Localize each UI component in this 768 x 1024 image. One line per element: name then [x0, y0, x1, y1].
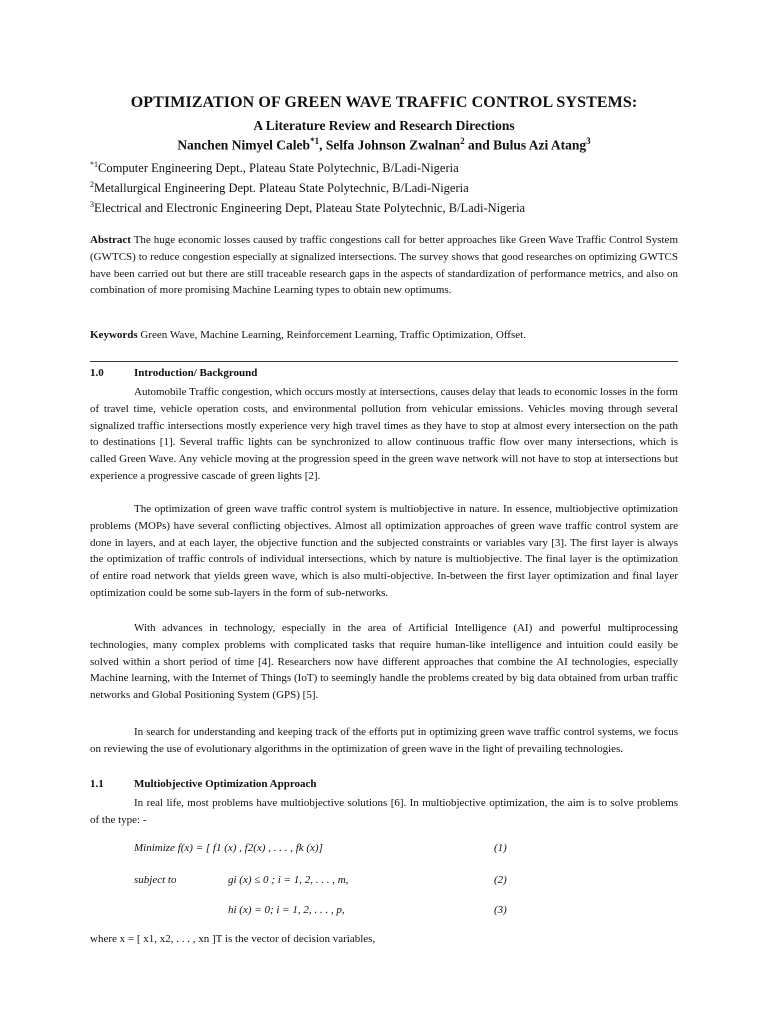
affiliation: $^{*1}$Computer Engineering Dept., Plateau State Polytechnic, B/Ladi-Nigeria — [90, 160, 459, 176]
subsection-heading: 1.1 Multiobjective Optimization Approach — [90, 778, 317, 790]
abstract-label: Abstract — [90, 234, 131, 246]
keywords-label: Keywords — [90, 329, 138, 341]
paper-title: OPTIMIZATION OF GREEN WAVE TRAFFIC CONTROL SYSTEMS: — [130, 94, 638, 111]
decision-variable-note: where x = [ x1, x2, . . . , xn ]T is the vector of decision variables, — [90, 933, 376, 945]
keywords-text: Green Wave, Machine Learning, Reinforcement Learning, Traffic Optimization, Offset. — [137, 329, 526, 341]
keywords — [90, 329, 678, 341]
equation-3: hi (x) = 0; i = 1, 2, . . . , p, — [228, 904, 345, 916]
body-paragraph: The optimization of green wave traffic control system is multiobjective in nature. In essence, multiobjective optimization problems (MOPs) have several conflicting objectives. Almost all optimization approaches of green wave traffic control system are done in layers, and at each layer, the objective function and the subjected constraints or variables vary [3]. The first layer is always the optimization of traffic controls of individual intersections, which by nature is multiobjective. The final layer is the optimization of entire road network that yields green wave, which is also multi-objective. In-between the first layer optimization and final layer optimization could be some sub-layers in the form of sub-networks. — [90, 503, 678, 599]
author-name: Bulus Azi Atang — [493, 137, 587, 153]
equation-2: gi (x) ≤ 0 ; i = 1, 2, . . . , m, — [228, 874, 349, 886]
equation-number: (3) — [494, 904, 507, 916]
body-paragraph: In search for understanding and keeping track of the efforts put in optimizing green wave traffic control systems, we focus on reviewing the use of evolutionary algorithms in the optimization of green wave in the light of prevailing technologies. — [90, 726, 678, 755]
section-heading: 1.0 Introduction/ Background — [90, 367, 258, 379]
body-paragraph: Automobile Traffic congestion, which occurs mostly at intersections, causes delay that leads to economic losses in the form of travel time, vehicle operation costs, and environmental pollution from vehicular emissions. Vehicles moving through several signalized traffic intersections mostly experience very high travel times as they have to stop at almost every intersection on the path to destinations [1]. Several traffic lights can be synchronized to allow continuous traffic flow over many intersections, which is called Green Wave. Any vehicle moving at the progression speed in the green wave network will not have to stop at intersections but experience a progressive cascade of green lights [2]. — [90, 386, 678, 482]
affiliation: $^2$Metallurgical Engineering Dept. Plateau State Polytechnic, B/Ladi-Nigeria — [90, 180, 469, 196]
equation-label: subject to — [134, 874, 177, 886]
equation-number: (1) — [494, 842, 507, 854]
author-mark: 2 — [460, 136, 465, 146]
author-mark: *1 — [310, 136, 320, 146]
section-divider — [90, 361, 678, 362]
paper-subtitle: A Literature Review and Research Directions — [253, 118, 515, 133]
author-mark: 3 — [586, 136, 591, 146]
abstract — [90, 232, 678, 299]
body-paragraph: In real life, most problems have multiobjective solutions [6]. In multiobjective optimization, the aim is to solve problems of the type: - — [90, 797, 678, 826]
equation-number: (2) — [494, 874, 507, 886]
equation-1: Minimize f(x) = [ f1 (x) , f2(x) , . . . , fk (x)] — [134, 842, 323, 854]
abstract-text: The huge economic losses caused by traffic congestions call for better approaches like Green Wave Traffic Control System (GWTCS) to reduce congestion especially at signalized intersections. The survey shows that good researches on optimizing GWTCS have been carried out but there are still traceable research gaps in the aspects of standardization of performance metrics, and also on combination of more promising Machine Learning types to obtain new optimums. — [90, 234, 678, 297]
affiliation: $^3$Electrical and Electronic Engineering Dept, Plateau State Polytechnic, B/Ladi-Nigeria — [90, 200, 526, 216]
author-name: Selfa Johnson Zwalnan — [325, 137, 461, 153]
author-name: Nanchen Nimyel Caleb — [177, 137, 311, 153]
body-paragraph: With advances in technology, especially in the area of Artificial Intelligence (AI) and powerful multiprocessing technologies, many complex problems with complicated tasks that require human-like intelligence and intuition could easily be solved within a short period of time [4]. Researchers now have different approaches that combine the AI technologies, especially Machine learning, with the Internet of Things (IoT) to seemingly handle the problems created by big data obtained from urban traffic networks and Global Positioning System (GPS) [5]. — [90, 622, 678, 702]
author-list: Nanchen Nimyel Caleb$^{*1}$, Selfa Johnson Zwalnan$^2$ and Bulus Azi Atang$^3$ — [177, 136, 591, 153]
